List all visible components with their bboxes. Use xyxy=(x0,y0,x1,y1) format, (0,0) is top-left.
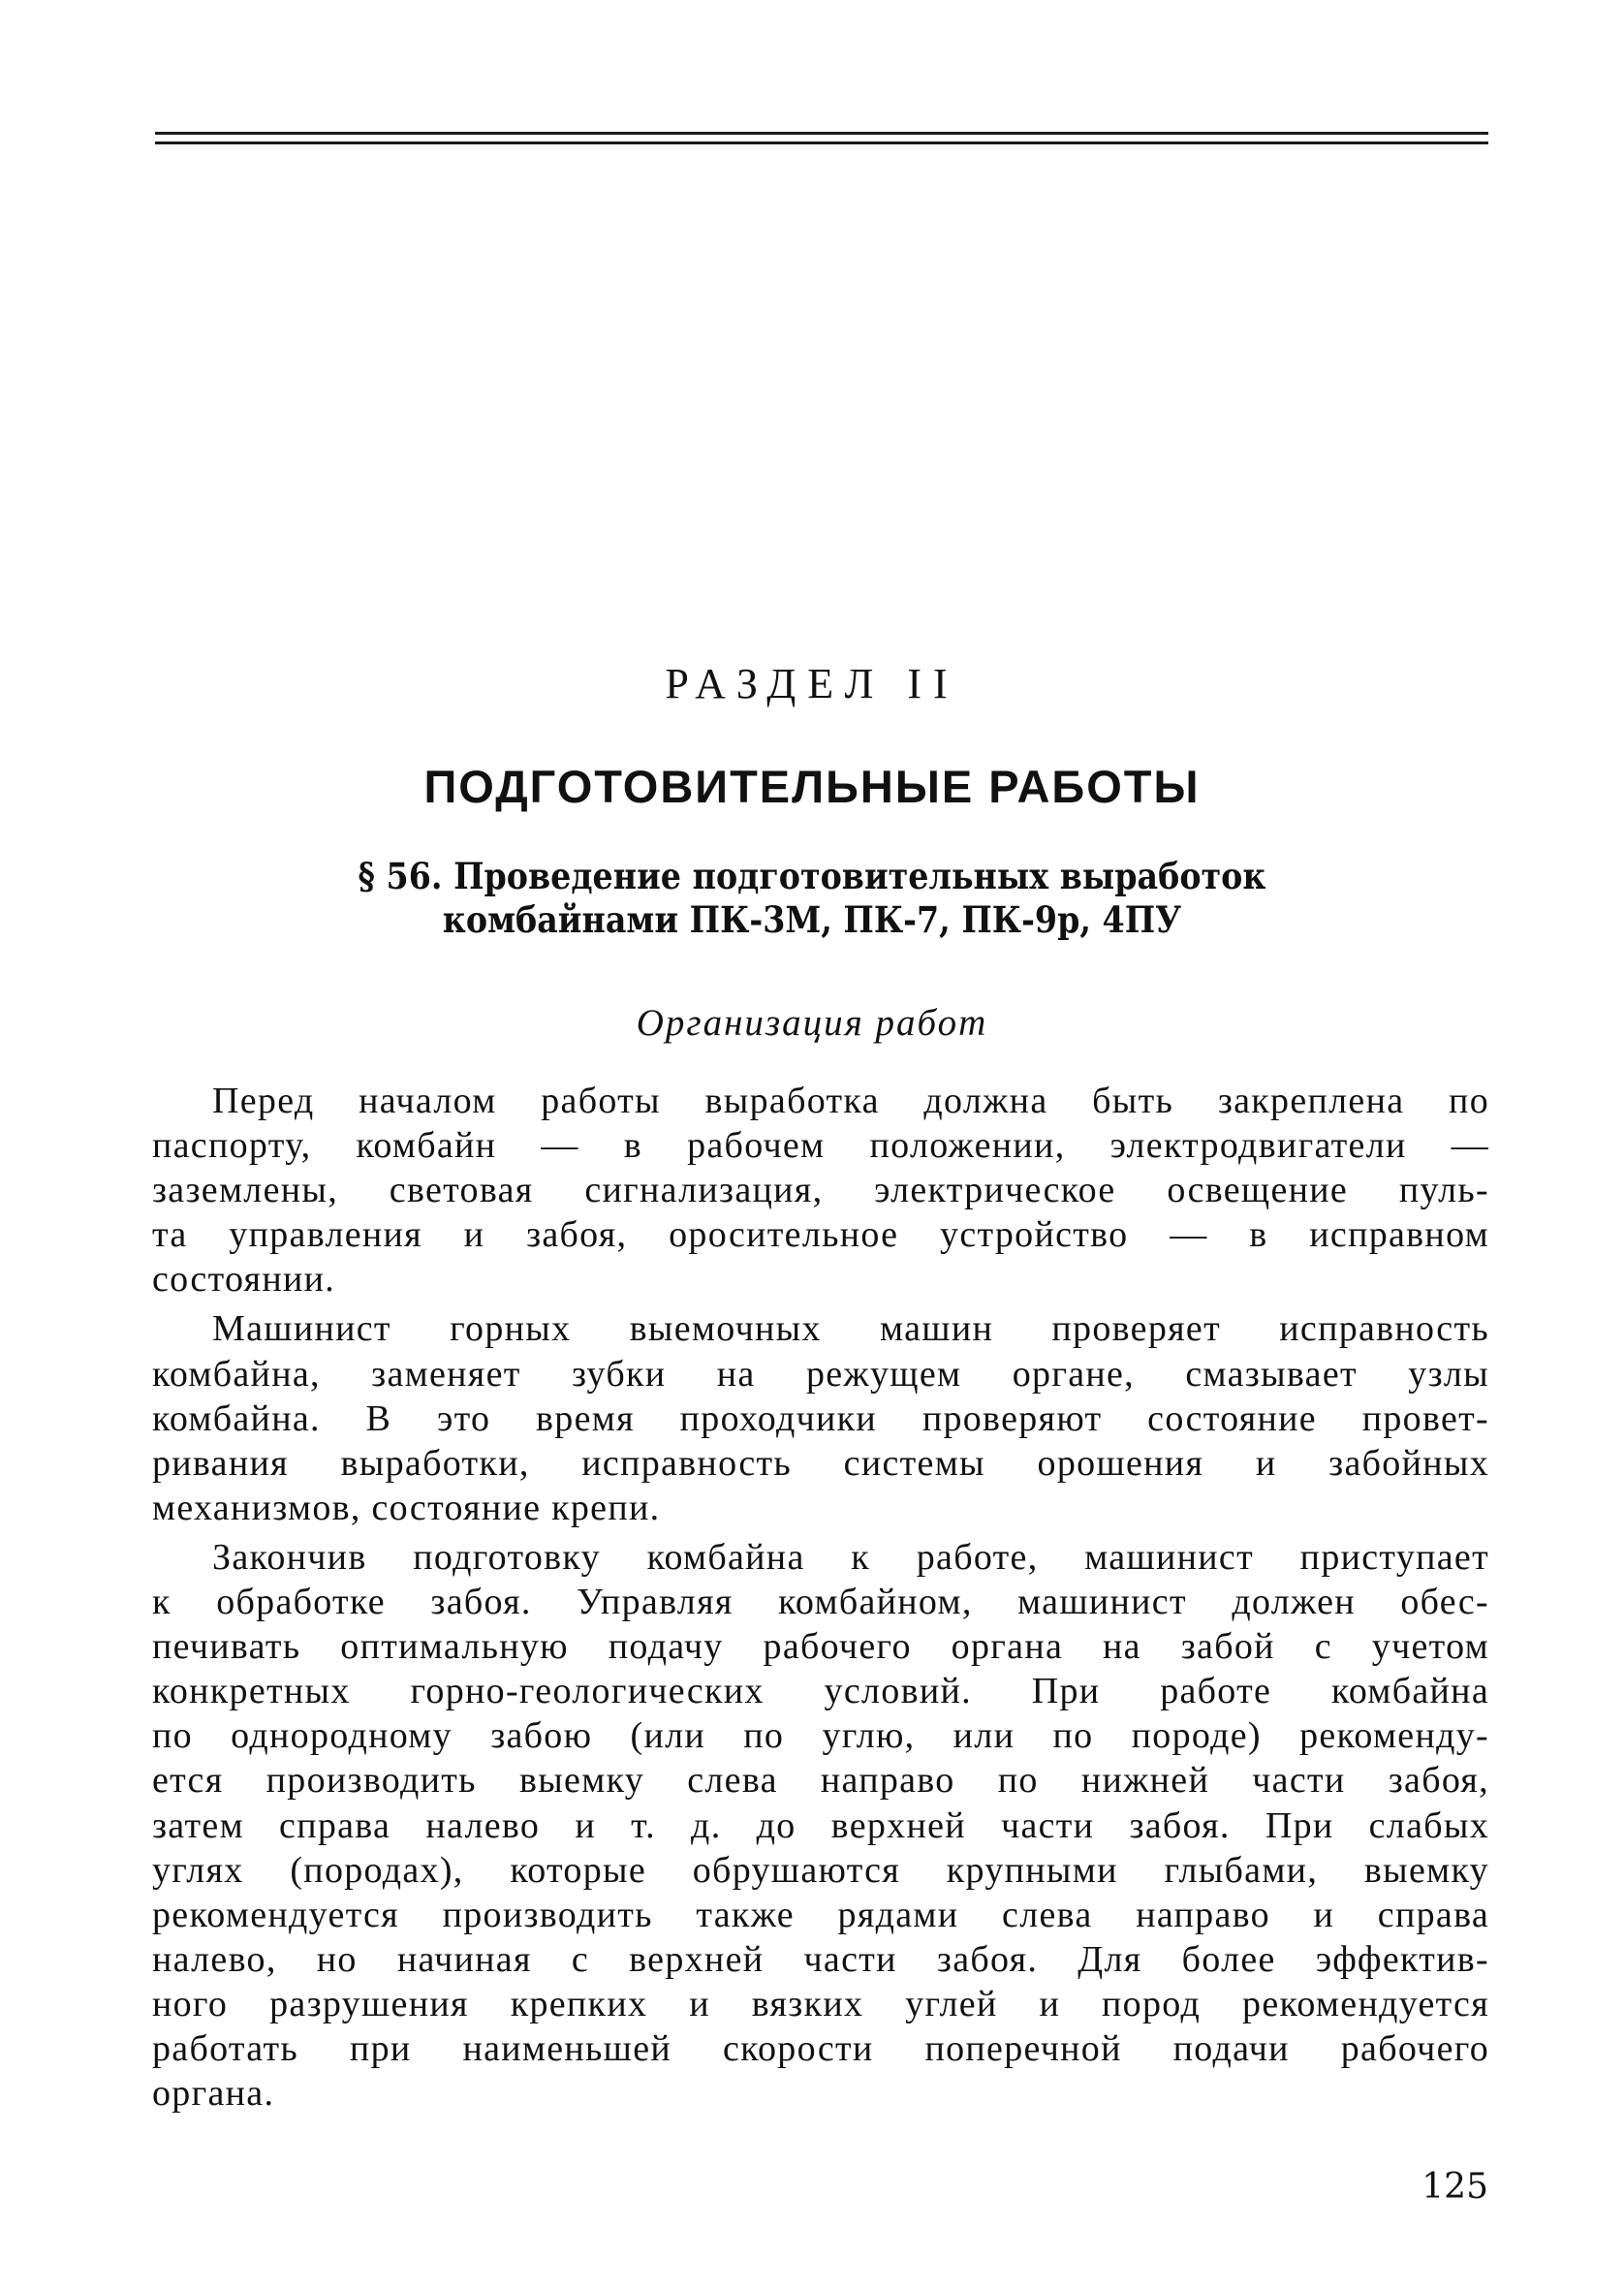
text-line: органа. xyxy=(152,2073,275,2115)
text-line: комбайна, заменяет зубки на режущем органе, смазывает узлы xyxy=(152,1353,1489,1395)
text-line: Закончив подготовку комбайна к работе, машинист приступает xyxy=(212,1536,1489,1578)
paragraph-heading-line-1: § 56. Проведение подготовительных выработок xyxy=(358,855,1266,897)
text-line: Машинист горных выемочных машин проверяет исправность xyxy=(212,1308,1489,1350)
text-line: комбайна. В это время проходчики проверяют состояние провет- xyxy=(152,1397,1489,1439)
text-line: механизмов, состояние крепи. xyxy=(152,1487,661,1528)
subheading: Организация работ xyxy=(636,1002,988,1044)
text-line: налево, но начиная с верхней части забоя. Для более эффектив- xyxy=(152,1938,1489,1980)
text-line: состоянии. xyxy=(152,1259,336,1301)
paragraph-heading xyxy=(81,855,1543,942)
text-line: заземлены, световая сигнализация, электрическое освещение пуль- xyxy=(152,1170,1489,1211)
section-label: РАЗДЕЛ II xyxy=(665,660,959,707)
text-line: рекомендуется производить также рядами слева направо и справа xyxy=(152,1894,1489,1935)
text-line: ривания выработки, исправность системы орошения и забойных xyxy=(152,1442,1489,1484)
text-line: к обработке забоя. Управляя комбайном, машинист должен обес- xyxy=(152,1582,1489,1623)
paragraph-1 xyxy=(152,1079,1489,1302)
text-line: ного разрушения крепких и вязких углей и пород рекомендуется xyxy=(152,1983,1489,2024)
text-line: ется производить выемку слева направо по нижней части забоя, xyxy=(152,1760,1489,1802)
text-line: работать при наименьшей скорости поперечной подачи рабочего xyxy=(152,2027,1489,2069)
text-line: по однородному забою (или по углю, или по породе) рекоменду- xyxy=(152,1715,1489,1757)
text-line: конкретных горно-геологических условий. При работе комбайна xyxy=(152,1671,1489,1712)
text-line: паспорту, комбайн — в рабочем положении, электродвигатели — xyxy=(152,1125,1489,1167)
text-line: углях (породах), которые обрушаются крупными глыбами, выемку xyxy=(152,1849,1489,1891)
text-line: Перед началом работы выработка должна быть закреплена по xyxy=(212,1081,1489,1121)
paragraph-3 xyxy=(152,1535,1489,2116)
paragraph-heading-line-2: комбайнами ПК-3М, ПК-7, ПК-9р, 4ПУ xyxy=(442,898,1182,941)
header-rule-bottom xyxy=(155,141,1488,144)
section-title: ПОДГОТОВИТЕЛЬНЫЕ РАБОТЫ xyxy=(423,761,1201,812)
paragraph-2 xyxy=(152,1306,1489,1529)
text-line: затем справа налево и т. д. до верхней части забоя. При слабых xyxy=(152,1804,1489,1846)
text-line: печивать оптимальную подачу рабочего органа на забой с учетом xyxy=(152,1626,1489,1668)
text-line: та управления и забоя, оросительное устройство — в исправном xyxy=(152,1214,1489,1256)
body-text xyxy=(152,1079,1489,2120)
page-number: 125 xyxy=(1421,2167,1488,2207)
header-rule-top xyxy=(155,132,1488,135)
